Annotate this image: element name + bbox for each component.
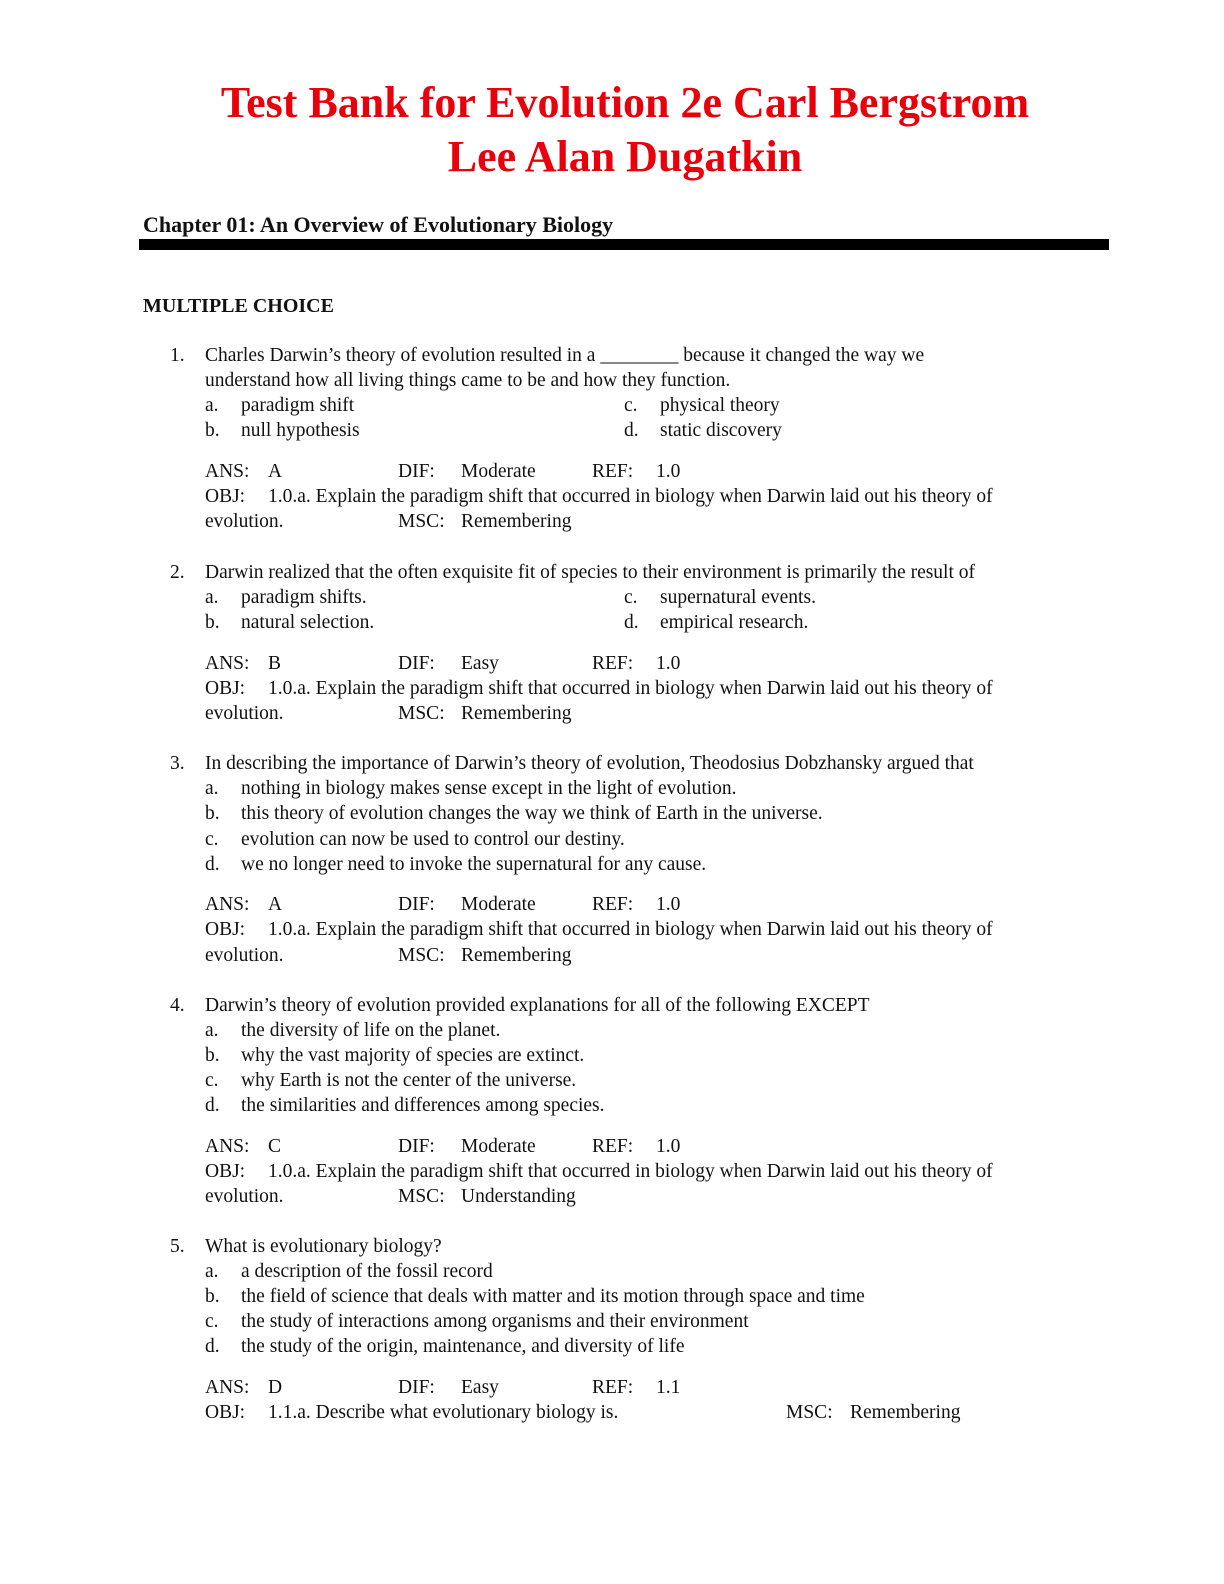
msc-label: MSC:: [786, 1402, 833, 1423]
ans-label: ANS:: [205, 461, 250, 482]
option-letter: a.: [205, 587, 219, 608]
ans-label: ANS:: [205, 1377, 250, 1398]
option-text: why Earth is not the center of the universe.: [241, 1070, 577, 1091]
obj-continued: evolution.: [205, 945, 284, 966]
section-heading: MULTIPLE CHOICE: [143, 295, 334, 317]
dif-label: DIF:: [398, 653, 435, 674]
obj-value: 1.0.a. Explain the paradigm shift that occurred in biology when Darwin laid out his theory of: [268, 678, 993, 699]
msc-label: MSC:: [398, 1186, 445, 1207]
question-stem: In describing the importance of Darwin’s theory of evolution, Theodosius Dobzhansky argued that: [205, 753, 974, 774]
msc-label: MSC:: [398, 511, 445, 532]
dif-label: DIF:: [398, 1136, 435, 1157]
option-text: the similarities and differences among species.: [241, 1095, 605, 1116]
dif-value: Moderate: [461, 894, 536, 915]
option-letter: d.: [624, 612, 639, 633]
msc-value: Remembering: [461, 511, 572, 532]
dif-value: Moderate: [461, 1136, 536, 1157]
ref-label: REF:: [592, 461, 634, 482]
option-letter: c.: [624, 395, 638, 416]
option-text: physical theory: [660, 395, 780, 416]
question-number: 5.: [170, 1236, 185, 1257]
option-letter: c.: [624, 587, 638, 608]
obj-label: OBJ:: [205, 919, 246, 940]
option-letter: d.: [205, 1336, 220, 1357]
dif-value: Easy: [461, 653, 499, 674]
option-letter: d.: [624, 420, 639, 441]
obj-label: OBJ:: [205, 678, 246, 699]
option-text: a description of the fossil record: [241, 1261, 493, 1282]
option-text: why the vast majority of species are extinct.: [241, 1045, 585, 1066]
option-text: nothing in biology makes sense except in the light of evolution.: [241, 778, 737, 799]
option-text: we no longer need to invoke the supernatural for any cause.: [241, 854, 707, 875]
option-letter: a.: [205, 1261, 219, 1282]
option-letter: b.: [205, 612, 220, 633]
msc-label: MSC:: [398, 703, 445, 724]
option-text: the diversity of life on the planet.: [241, 1020, 501, 1041]
option-text: the study of the origin, maintenance, and diversity of life: [241, 1336, 685, 1357]
option-letter: b.: [205, 803, 220, 824]
msc-value: Remembering: [461, 703, 572, 724]
question-stem: Charles Darwin’s theory of evolution resulted in a ________ because it changed the way we: [205, 345, 925, 366]
msc-value: Remembering: [850, 1402, 961, 1423]
question-stem: Darwin’s theory of evolution provided explanations for all of the following EXCEPT: [205, 995, 870, 1016]
option-text: static discovery: [660, 420, 782, 441]
option-letter: d.: [205, 1095, 220, 1116]
option-letter: b.: [205, 420, 220, 441]
question-stem: Darwin realized that the often exquisite fit of species to their environment is primarily the result of: [205, 562, 976, 583]
ref-value: 1.0: [656, 653, 681, 674]
option-text: supernatural events.: [660, 587, 816, 608]
option-text: evolution can now be used to control our destiny.: [241, 829, 625, 850]
ans-label: ANS:: [205, 653, 250, 674]
question-number: 4.: [170, 995, 185, 1016]
option-letter: a.: [205, 395, 219, 416]
option-letter: c.: [205, 1311, 219, 1332]
msc-label: MSC:: [398, 945, 445, 966]
option-letter: a.: [205, 778, 219, 799]
option-text: paradigm shift: [241, 395, 355, 416]
option-letter: d.: [205, 854, 220, 875]
option-letter: a.: [205, 1020, 219, 1041]
question-number: 3.: [170, 753, 185, 774]
ref-value: 1.0: [656, 461, 681, 482]
dif-label: DIF:: [398, 1377, 435, 1398]
document-title: [0, 76, 1224, 184]
option-letter: c.: [205, 829, 219, 850]
dif-value: Moderate: [461, 461, 536, 482]
question-stem: What is evolutionary biology?: [205, 1236, 442, 1257]
ans-label: ANS:: [205, 894, 250, 915]
obj-label: OBJ:: [205, 486, 246, 507]
dif-label: DIF:: [398, 461, 435, 482]
msc-value: Remembering: [461, 945, 572, 966]
option-text: the study of interactions among organisms and their environment: [241, 1311, 749, 1332]
option-text: paradigm shifts.: [241, 587, 367, 608]
ans-value: C: [268, 1136, 282, 1157]
chapter-heading: Chapter 01: An Overview of Evolutionary Biology: [143, 212, 614, 237]
option-text: this theory of evolution changes the way we think of Earth in the universe.: [241, 803, 823, 824]
option-text: null hypothesis: [241, 420, 360, 441]
ref-label: REF:: [592, 1377, 634, 1398]
ref-label: REF:: [592, 1136, 634, 1157]
msc-value: Understanding: [461, 1186, 576, 1207]
obj-continued: evolution.: [205, 1186, 284, 1207]
ref-value: 1.0: [656, 894, 681, 915]
option-text: natural selection.: [241, 612, 375, 633]
dif-value: Easy: [461, 1377, 499, 1398]
option-letter: b.: [205, 1045, 220, 1066]
title-line-2: Lee Alan Dugatkin: [447, 132, 803, 181]
obj-continued: evolution.: [205, 511, 284, 532]
question-stem: understand how all living things came to be and how they function.: [205, 370, 731, 391]
ans-value: D: [268, 1377, 283, 1398]
obj-value: 1.0.a. Explain the paradigm shift that occurred in biology when Darwin laid out his theory of: [268, 1161, 993, 1182]
heading-rule: [139, 239, 1109, 250]
ref-label: REF:: [592, 894, 634, 915]
ans-label: ANS:: [205, 1136, 250, 1157]
ref-label: REF:: [592, 653, 634, 674]
obj-continued: evolution.: [205, 703, 284, 724]
option-letter: c.: [205, 1070, 219, 1091]
ans-value: A: [268, 894, 283, 915]
dif-label: DIF:: [398, 894, 435, 915]
ans-value: B: [268, 653, 282, 674]
obj-value: 1.1.a. Describe what evolutionary biology is.: [268, 1402, 619, 1423]
question-number: 1.: [170, 345, 185, 366]
title-line-1: Test Bank for Evolution 2e Carl Bergstrom: [220, 78, 1030, 127]
option-letter: b.: [205, 1286, 220, 1307]
option-text: empirical research.: [660, 612, 809, 633]
obj-label: OBJ:: [205, 1161, 246, 1182]
obj-label: OBJ:: [205, 1402, 246, 1423]
ref-value: 1.0: [656, 1136, 681, 1157]
obj-value: 1.0.a. Explain the paradigm shift that occurred in biology when Darwin laid out his theory of: [268, 919, 993, 940]
option-text: the field of science that deals with matter and its motion through space and time: [241, 1286, 865, 1307]
ref-value: 1.1: [656, 1377, 681, 1398]
obj-value: 1.0.a. Explain the paradigm shift that occurred in biology when Darwin laid out his theory of: [268, 486, 993, 507]
ans-value: A: [268, 461, 283, 482]
question-number: 2.: [170, 562, 185, 583]
